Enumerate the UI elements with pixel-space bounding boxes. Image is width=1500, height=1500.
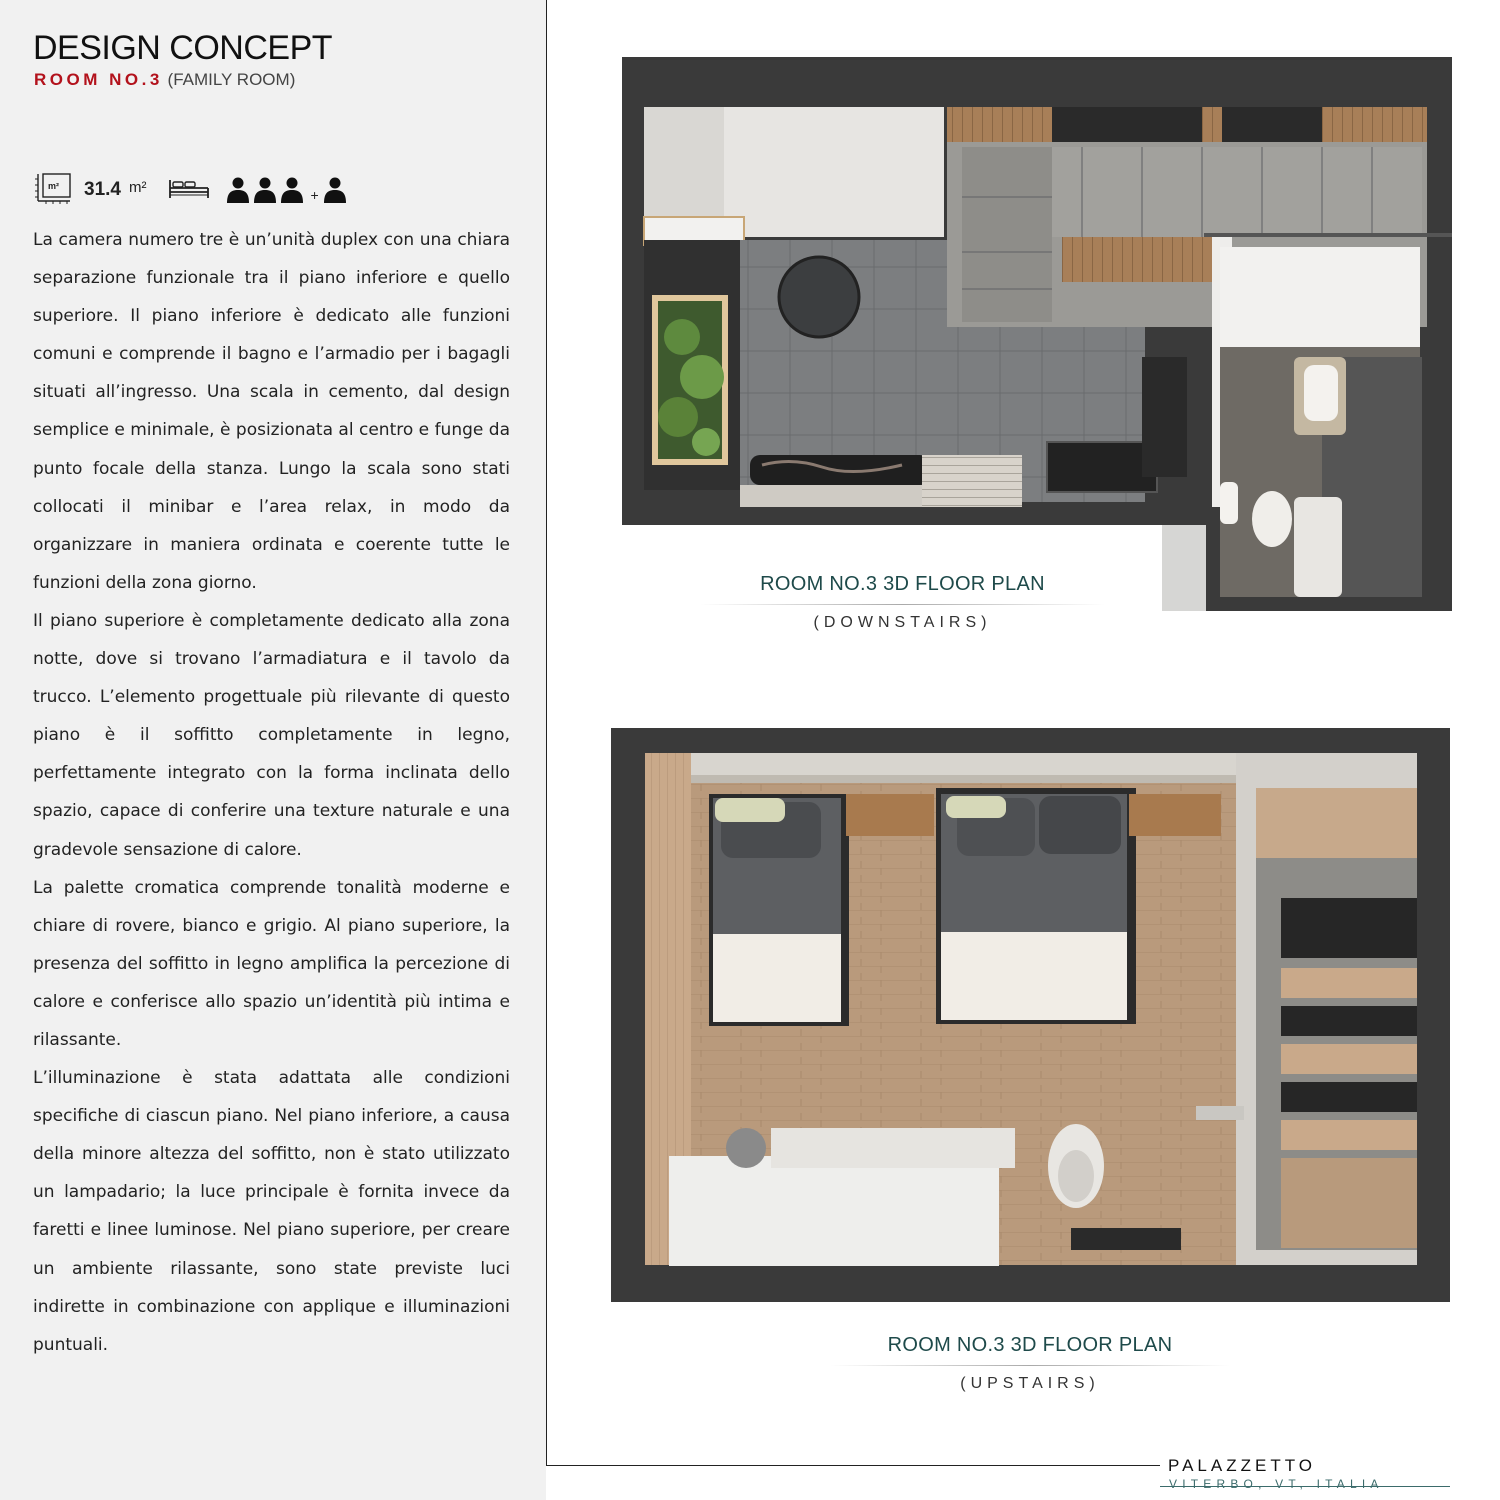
downstairs-floor-plan <box>622 57 1452 611</box>
room-stats <box>34 172 350 208</box>
description-paragraph: La palette cromatica comprende tonalità moderne e chiare di rovere, bianco e grigio. Al piano superiore, la presenza del soffitto in legno amplifica la percezione di calore e conferisce allo spazio un’identità più intima e rilassante. <box>33 877 510 1050</box>
page-subtitle <box>34 70 295 90</box>
frame-divider-horizontal <box>546 1465 1160 1466</box>
downstairs-caption <box>700 573 1105 632</box>
downstairs-caption-title: ROOM NO.3 3D FLOOR PLAN <box>760 573 1045 595</box>
area-icon-label: m² <box>48 180 59 191</box>
upstairs-floor-plan <box>611 728 1450 1302</box>
design-description <box>33 221 510 1364</box>
occupancy-plus: + <box>310 187 319 203</box>
upstairs-caption-title: ROOM NO.3 3D FLOOR PLAN <box>887 1334 1173 1356</box>
room-label: ROOM NO.3 <box>34 70 163 89</box>
double-bed-icon <box>168 176 210 205</box>
person-icon <box>323 177 347 203</box>
frame-divider-vertical <box>546 0 547 1466</box>
caption-rule <box>700 604 1105 605</box>
person-icon <box>253 177 277 203</box>
occupancy <box>226 177 349 203</box>
area-unit: m² <box>128 178 147 196</box>
upstairs-caption <box>830 1334 1230 1393</box>
room-type: (FAMILY ROOM) <box>167 70 296 89</box>
person-icon <box>226 177 250 203</box>
page-title: DESIGN CONCEPT <box>33 29 333 67</box>
upstairs-caption-subtitle: (UPSTAIRS) <box>960 1375 1100 1392</box>
caption-rule <box>830 1365 1230 1366</box>
downstairs-caption-subtitle: (DOWNSTAIRS) <box>813 614 992 631</box>
description-paragraph: Il piano superiore è completamente dedicato alla zona notte, dove si trovano l’armadiatura e il tavolo da trucco. L’elemento progettuale più rilevante di questo piano è il soffitto completamente in legno, perfettamente integrato con la forma inclinata dello spazio, capace di conferire una texture naturale e una gradevole sensazione di calore. <box>33 610 510 860</box>
person-icon <box>280 177 304 203</box>
brand-name: PALAZZETTO <box>1168 1456 1317 1475</box>
area-value: 31.4 <box>84 179 121 200</box>
brand-location: VITERBO, VT, ITALIA <box>1169 1477 1384 1491</box>
description-paragraph: L’illuminazione è stata adattata alle condizioni specifiche di ciascun piano. Nel piano inferiore, a causa della minore altezza del soffitto, non è stato utilizzato un lampadario; la luce principale è fornita invece da faretti e linee luminose. Nel piano superiore, per creare un ambiente rilassante, sono state previste luci indirette in combinazione con applique e illuminazioni puntuali. <box>33 1068 510 1355</box>
area-ruler-icon <box>34 171 74 210</box>
description-paragraph: La camera numero tre è un’unità duplex con una chiara separazione funzionale tra il piano inferiore e quello superiore. Il piano inferiore è dedicato alle funzioni comuni e comprende il bagno e l’armadio per i bagagli situati all’ingresso. Una scala in cemento, dal design semplice e minimale, è posizionata al centro e funge da punto focale della stanza. Lungo la scala sono stati collocati il minibar e l’area relax, in modo da organizzare in maniera ordinata e coerente tutte le funzioni della zona giorno. <box>33 230 510 593</box>
